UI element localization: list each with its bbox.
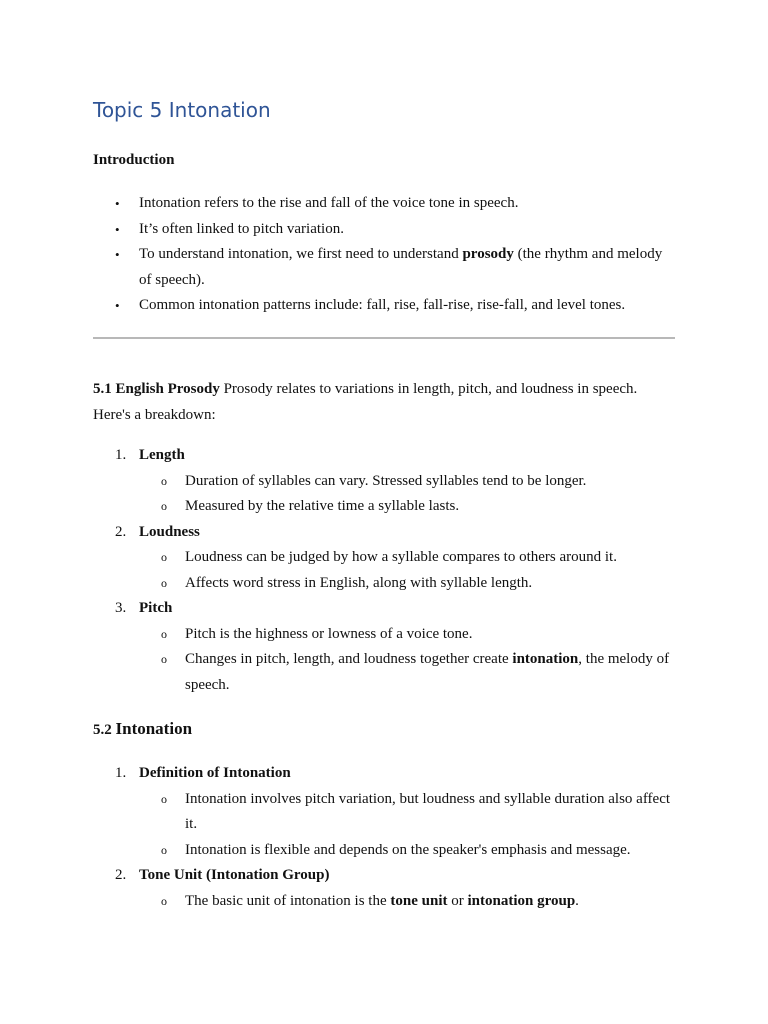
sub-list-item (139, 838, 675, 864)
list-item (93, 191, 675, 217)
sub-item-text: Pitch is the highness or lowness of a voice tone. (185, 625, 473, 642)
sub-list-item (139, 647, 675, 698)
circle-bullet-icon: o (161, 842, 167, 857)
circle-bullet-icon: o (161, 893, 167, 908)
list-number: 3. (115, 600, 127, 616)
sub-list-item (139, 622, 675, 648)
bullet-icon: • (115, 196, 120, 211)
section-5-1-text: Prosody relates to variations in length, pitch, and loudness in speech. Here's a breakdown: (93, 381, 638, 423)
sub-item-text: Intonation involves pitch variation, but loudness and syllable duration also affect it. (185, 790, 671, 832)
list-label: Loudness (139, 523, 200, 540)
sub-list (139, 787, 675, 864)
list-label: Length (139, 447, 185, 463)
sub-item-text: . (575, 892, 579, 909)
circle-bullet-icon: o (161, 626, 167, 641)
circle-bullet-icon: o (161, 473, 167, 488)
list-number: 1. (115, 447, 127, 463)
bullet-text: Common intonation patterns include: fall, rise, fall-rise, rise-fall, and level tones. (139, 297, 626, 313)
sub-item-text: , the melody of speech. (185, 651, 670, 693)
list-number: 2. (115, 867, 127, 883)
circle-bullet-icon: o (161, 652, 167, 666)
bullet-text: It’s often linked to pitch variation. (139, 220, 344, 237)
list-label: Pitch (139, 600, 173, 616)
section-5-1-paragraph (93, 377, 675, 428)
sub-list (139, 622, 675, 699)
sub-item-text: The basic unit of intonation is the (185, 892, 391, 909)
introduction-heading: Introduction (93, 152, 175, 168)
horizontal-divider (93, 337, 675, 339)
sub-list-item (139, 469, 675, 495)
sub-list (139, 889, 675, 915)
sub-list (139, 469, 675, 520)
introduction-bullet-list (93, 191, 675, 319)
bullet-text: To understand intonation, we first need to understand (139, 246, 463, 262)
sub-list-item (139, 494, 675, 520)
sub-list-item (139, 545, 675, 571)
bullet-icon: • (115, 221, 120, 237)
list-item-length (93, 443, 675, 520)
bullet-icon: • (115, 298, 120, 313)
sub-item-text: Loudness can be judged by how a syllable compares to others around it. (185, 549, 617, 565)
intonation-numbered-list (93, 761, 675, 914)
circle-bullet-icon: o (161, 575, 167, 590)
list-item-tone-unit (93, 863, 675, 914)
sub-list-item (139, 889, 675, 915)
sub-item-text: or (447, 892, 468, 909)
list-item (93, 293, 675, 319)
list-item (93, 242, 675, 293)
intonation-term: intonation (512, 651, 579, 667)
bullet-icon: • (115, 247, 120, 262)
circle-bullet-icon: o (161, 791, 167, 806)
prosody-term: prosody (462, 246, 514, 262)
sub-list-item (139, 571, 675, 597)
bullet-text: (the rhythm and melody of speech). (139, 246, 663, 288)
section-number: 5.2 (93, 722, 116, 738)
circle-bullet-icon: o (161, 550, 167, 564)
sub-item-text: Changes in pitch, length, and loudness together create (185, 651, 513, 667)
tone-unit-term: tone unit (390, 892, 448, 909)
section-title: Intonation (115, 719, 193, 738)
sub-item-text: Affects word stress in English, along with syllable length. (185, 574, 533, 591)
list-label: Definition of Intonation (139, 765, 291, 781)
list-number: 1. (115, 765, 127, 781)
sub-list (139, 545, 675, 596)
sub-item-text: Duration of syllables can vary. Stressed syllables tend to be longer. (185, 472, 587, 489)
list-item-definition (93, 761, 675, 863)
page-title: Topic 5 Intonation (93, 98, 271, 122)
section-5-2-heading (93, 719, 192, 739)
sub-list-item (139, 787, 675, 838)
list-item (93, 217, 675, 243)
section-5-1-heading: 5.1 English Prosody (93, 381, 220, 397)
sub-item-text: Measured by the relative time a syllable lasts. (185, 498, 460, 514)
sub-item-text: Intonation is flexible and depends on the speaker's emphasis and message. (185, 841, 631, 858)
list-item-loudness (93, 520, 675, 597)
bullet-text: Intonation refers to the rise and fall of the voice tone in speech. (139, 195, 519, 211)
list-item-pitch (93, 596, 675, 698)
prosody-numbered-list (93, 443, 675, 698)
circle-bullet-icon: o (161, 499, 167, 513)
intonation-group-term: intonation group (467, 892, 576, 909)
list-number: 2. (115, 523, 127, 540)
list-label: Tone Unit (Intonation Group) (139, 867, 330, 883)
